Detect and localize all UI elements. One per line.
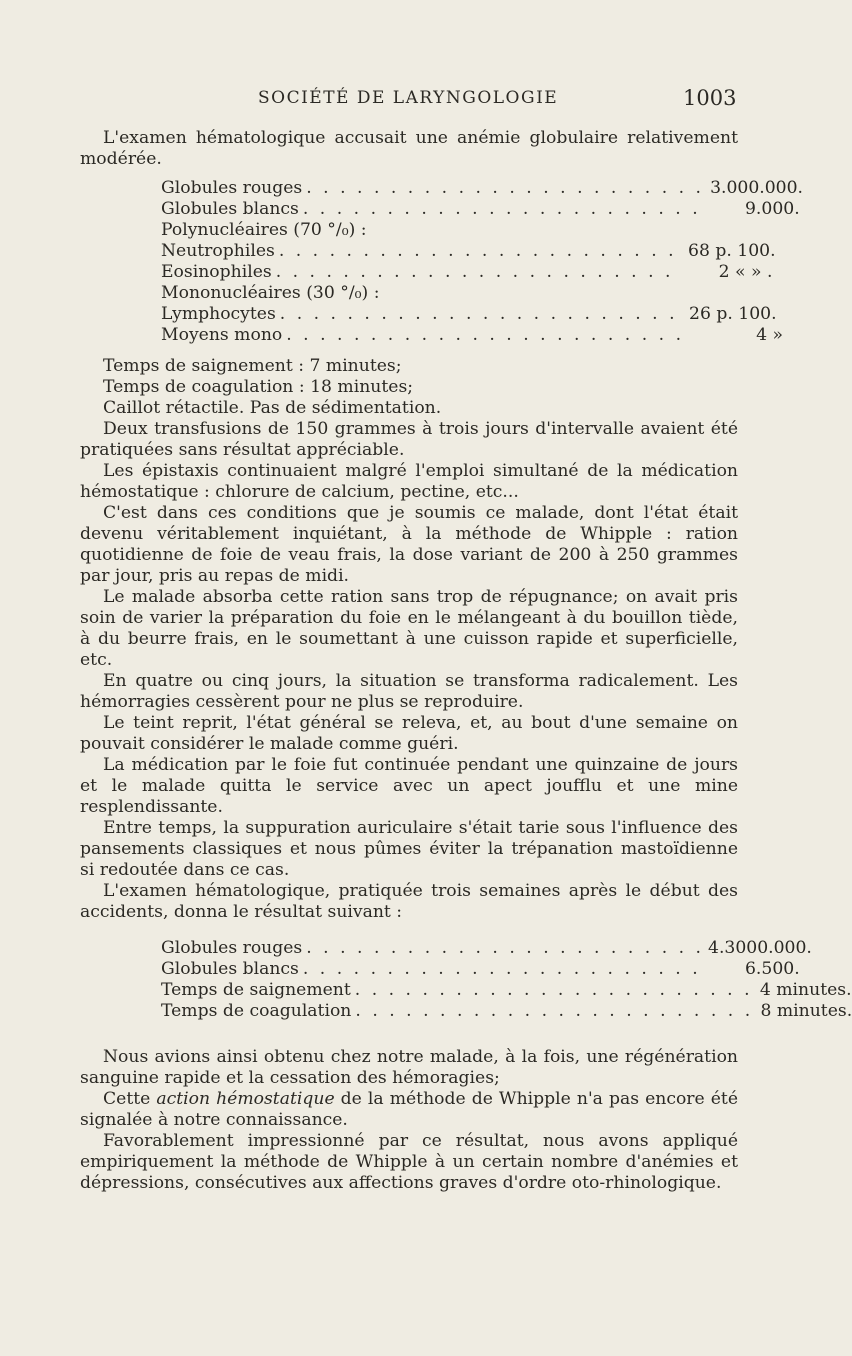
page-body <box>80 128 852 1194</box>
table-row: Neutrophiles . . . . . . . . . . . . . . . . . . . . . . . . 68 p. 100. <box>161 241 776 261</box>
row-label: Globules blancs <box>161 199 299 219</box>
paragraph: Caillot rétactile. Pas de sédimentation. <box>103 398 442 418</box>
paragraph: C'est dans ces conditions que je soumis ce malade, dont l'état était devenu véritablement inquiétant, à la méthode de Whipple : ration quotidienne de foie de veau frais, la dose variant de 200 à 250 grammes par jour, pris au repas de midi. <box>80 503 738 586</box>
row-value: 4 » <box>756 325 784 345</box>
blood-count-table-2 <box>161 938 852 1022</box>
row-label: Temps de coagulation <box>161 1001 352 1021</box>
paragraph <box>80 1089 738 1131</box>
row-value: 4.3000.000. <box>708 938 812 958</box>
page-number: 1003 <box>683 86 737 110</box>
row-label: Globules rouges <box>161 178 303 198</box>
table-row: Lymphocytes . . . . . . . . . . . . . . . . . . . . . . . . 26 p. 100. <box>161 304 777 324</box>
row-value: 2 « » . <box>718 262 773 282</box>
paragraph-text: de la méthode de Whipple n'a pas encore été signalée à notre connaissance. <box>80 1089 738 1130</box>
row-label: Temps de saignement <box>161 980 351 1000</box>
paragraph: Entre temps, la suppuration auriculaire s'était tarie sous l'influence des pansements classiques et nous pûmes éviter la trépanation mastoïdienne si redoutée dans ce cas. <box>80 818 738 880</box>
paragraph: La médication par le foie fut continuée pendant une quinzaine de jours et le malade quitta le service avec un apect joufflu et une mine resplendissante. <box>80 755 738 817</box>
row-label: Moyens mono <box>161 325 283 345</box>
table-row: Globules blancs . . . . . . . . . . . . . . . . . . . . . . . . 9.000. <box>161 199 800 219</box>
paragraph-text: Cette <box>103 1089 157 1109</box>
row-value: 8 minutes. <box>760 1001 852 1021</box>
emphasis-text: action hémostatique <box>156 1089 335 1109</box>
row-label: Globules blancs <box>161 959 299 979</box>
paragraph: Temps de saignement : 7 minutes; <box>103 356 402 376</box>
row-label: Lymphocytes <box>161 304 276 324</box>
row-value: 26 p. 100. <box>689 304 777 324</box>
row-label: Globules rouges <box>161 938 303 958</box>
row-value: 4 minutes. <box>759 980 852 1000</box>
paragraph: En quatre ou cinq jours, la situation se transforma radicalement. Les hémorragies cessèrent pour ne plus se reproduire. <box>80 671 738 712</box>
paragraph: Deux transfusions de 150 grammes à trois jours d'intervalle avaient été pratiquées sans résultat appréciable. <box>80 419 738 460</box>
blood-count-table-1 <box>161 178 804 346</box>
paragraph: Nous avions ainsi obtenu chez notre malade, à la fois, une régénération sanguine rapide et la cessation des hémoragies; <box>80 1047 738 1088</box>
table-row <box>161 283 653 304</box>
table-row: Temps de coagulation . . . . . . . . . . . . . . . . . . . . . . . . 8 minutes. <box>161 1001 852 1021</box>
row-label: Neutrophiles <box>161 241 275 261</box>
table-row: Globules rouges . . . . . . . . . . . . . . . . . . . . . . . . 3.000.000. <box>161 178 804 198</box>
paragraph: Temps de coagulation : 18 minutes; <box>103 377 414 397</box>
table-row: Eosinophiles . . . . . . . . . . . . . . . . . . . . . . . . 2 « » . <box>161 262 773 282</box>
page-header <box>0 86 800 116</box>
paragraph: Le teint reprit, l'état général se releva, et, au bout d'une semaine on pouvait considérer le malade comme guéri. <box>80 713 738 754</box>
paragraph: Favorablement impressionné par ce résultat, nous avons appliqué empiriquement la méthode de Whipple à un certain nombre d'anémies et dépressions, consécutives aux affections graves d'ordre oto-rhinologique. <box>80 1131 738 1193</box>
row-label: Polynucléaires (70 °/₀) : <box>161 220 367 240</box>
paragraph: Les épistaxis continuaient malgré l'emploi simultané de la médication hémostatique : chlorure de calcium, pectine, etc... <box>80 461 738 502</box>
row-label: Mononucléaires (30 °/₀) : <box>161 283 380 303</box>
paragraph: Le malade absorba cette ration sans trop de répugnance; on avait pris soin de varier la préparation du foie en le mélangeant à du bouillon tiède, à du beurre frais, en le soumettant à une cuisson rapide et superficielle, etc. <box>80 587 738 670</box>
table-row <box>161 220 653 241</box>
table-row: Moyens mono . . . . . . . . . . . . . . . . . . . . . . . . 4 » <box>161 325 784 345</box>
paragraph: L'examen hématologique, pratiquée trois semaines après le début des accidents, donna le résultat suivant : <box>80 881 738 922</box>
row-value: 6.500. <box>744 959 800 979</box>
row-value: 3.000.000. <box>710 178 804 198</box>
intro-paragraph: L'examen hématologique accusait une anémie globulaire relativement modérée. <box>80 128 738 169</box>
running-title: SOCIÉTÉ DE LARYNGOLOGIE <box>258 88 559 108</box>
row-value: 68 p. 100. <box>688 241 776 261</box>
row-value: 9.000. <box>744 199 800 219</box>
table-row: Temps de saignement . . . . . . . . . . . . . . . . . . . . . . . . 4 minutes. <box>161 980 852 1000</box>
row-label: Eosinophiles <box>161 262 272 282</box>
table-row: Globules blancs . . . . . . . . . . . . . . . . . . . . . . . . 6.500. <box>161 959 800 979</box>
table-row: Globules rouges . . . . . . . . . . . . . . . . . . . . . . . . 4.3000.000. <box>161 938 812 958</box>
